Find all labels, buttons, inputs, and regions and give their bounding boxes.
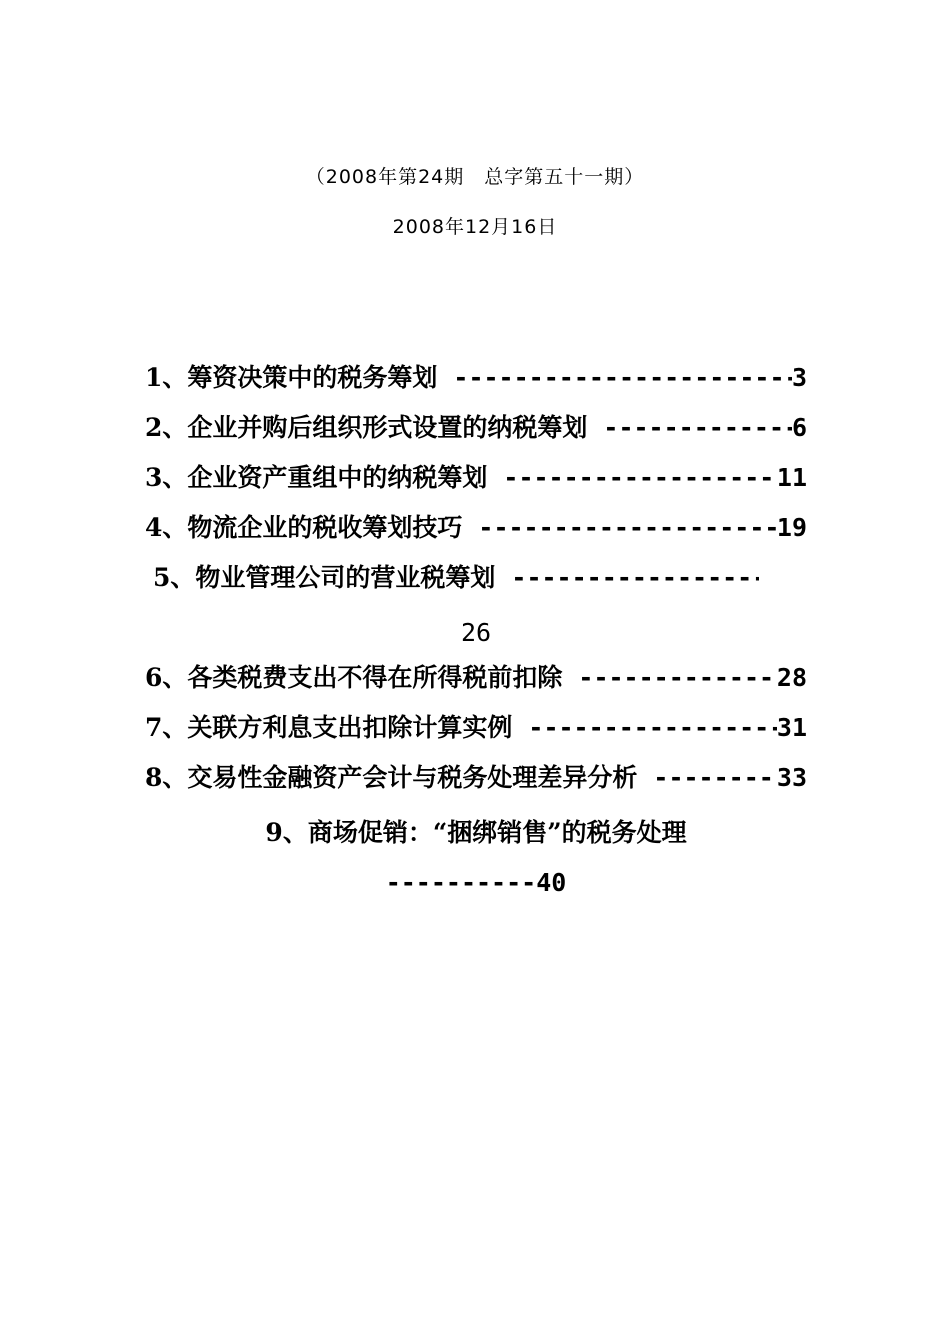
toc-item-2[interactable]: [145, 408, 807, 458]
toc-page-number: 19: [776, 513, 807, 542]
toc-item-1[interactable]: [145, 358, 807, 408]
toc-leader: [478, 513, 776, 542]
toc-item-5[interactable]: [145, 558, 807, 608]
toc-page-number: 11: [776, 463, 807, 492]
toc-item-title: 8、交易性金融资产会计与税务处理差异分析: [145, 763, 638, 792]
toc-leader: [503, 463, 776, 492]
toc-item-6[interactable]: [145, 658, 807, 708]
issue-number: （2008年第24期 总字第五十一期）: [305, 166, 645, 188]
toc-item-title: 1、筹资决策中的税务筹划: [145, 363, 438, 392]
toc-leader: [653, 763, 776, 792]
toc-leader: [578, 663, 776, 692]
toc-page-number: 26: [460, 618, 492, 647]
toc-page-number: 40: [536, 868, 567, 897]
toc-item-9-leader-line: [145, 858, 807, 908]
toc-page-number: 6: [791, 413, 807, 442]
toc-item-7[interactable]: [145, 708, 807, 758]
toc-item-8[interactable]: [145, 758, 807, 808]
toc-page-number: 33: [776, 763, 807, 792]
toc-item-title: 4、物流企业的税收筹划技巧: [145, 513, 463, 542]
toc-item-4[interactable]: [145, 508, 807, 558]
toc-item-title: 3、企业资产重组中的纳税筹划: [145, 463, 488, 492]
toc-page-number: 28: [776, 663, 807, 692]
toc-leader: [453, 363, 792, 392]
toc-leader: [511, 563, 759, 592]
toc-leader: ----------: [385, 868, 537, 897]
toc-item-title: 6、各类税费支出不得在所得税前扣除: [145, 663, 563, 692]
toc-item-title: 5、物业管理公司的营业税筹划: [153, 563, 496, 592]
toc-page-number: 3: [791, 363, 807, 392]
toc-page-number: 31: [776, 713, 807, 742]
issue-date: 2008年12月16日: [392, 216, 558, 238]
toc-item-title: 7、关联方利息支出扣除计算实例: [145, 713, 513, 742]
table-of-contents: [145, 358, 807, 908]
toc-item-9[interactable]: [145, 808, 807, 858]
toc-item-title: 2、企业并购后组织形式设置的纳税筹划: [145, 413, 588, 442]
toc-item-3[interactable]: [145, 458, 807, 508]
toc-item-title: 9、商场促销：“捆绑销售”的税务处理: [265, 818, 687, 847]
toc-leader: [528, 713, 776, 742]
toc-leader: [603, 413, 792, 442]
